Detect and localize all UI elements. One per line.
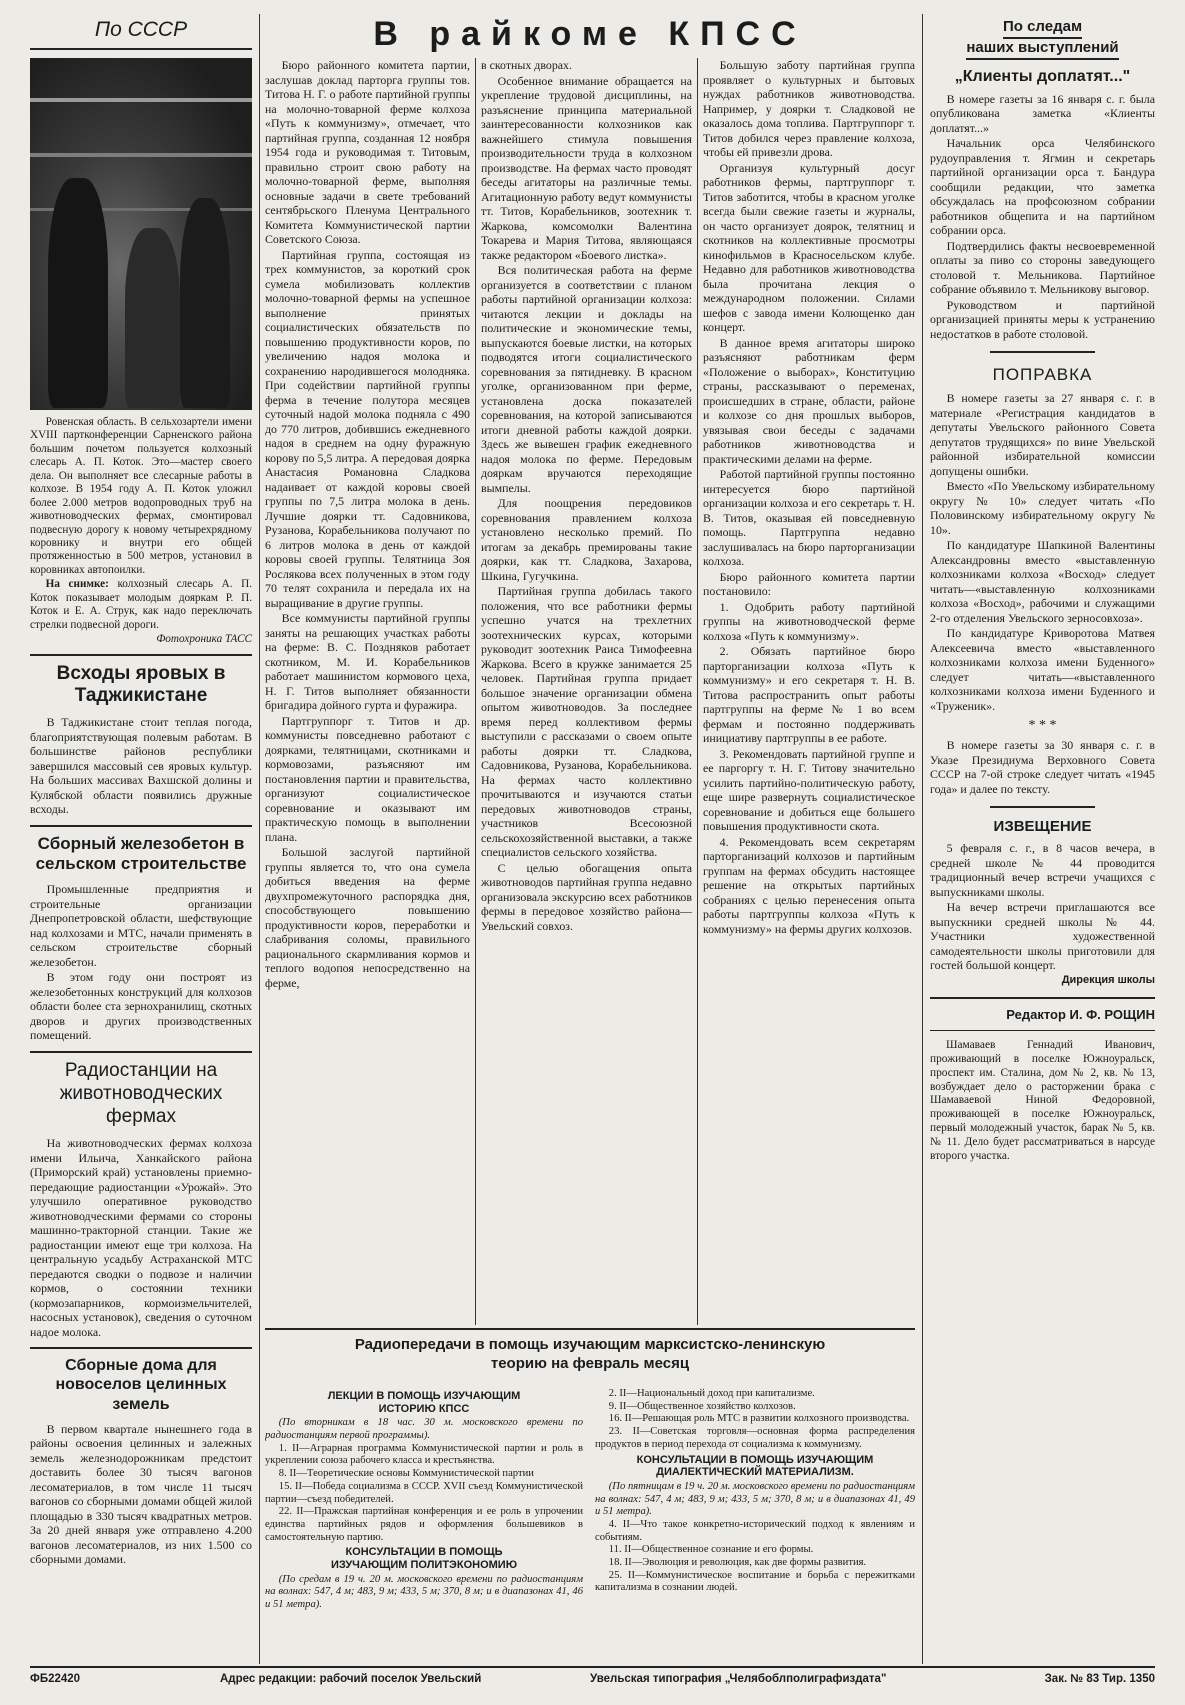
section-title: По СССР [30,14,252,50]
polecon-schedule: (По средам в 19 ч. 20 м. московского времени по радиостанциям на волнах: 547, 4 м; 483, 9 м; 433, 5 м; 370, 8 м; и в диапазонах 41, 46 и 51 метра). [265,1573,583,1610]
photo-caption: Ровенская область. В сельхозартели имени XVIII партконференции Сарненского района большим почетом пользуется колхозный слесарь А. П. Коток. Это—мастер своего дела. Он выполняет все слесарные работы в колхозе. В 1954 году А. П. Коток уложил более 2.000 метров водопроводных труб на животноводческих фермах, смонтировал подвесную дорогу к новому четырехрядному коровнику и внутри его общей протяженностью в 500 метров, установил в коровниках автопоилки. [30,416,252,576]
notice-signature: Дирекция школы [1061,973,1155,986]
news-photo [30,58,252,410]
kicker-line-2: наших выступлений [966,39,1118,60]
party-text: В данное время агитаторы широко разъясняют работникам ферм «Положение о выборах», Конституцию страны, рассказывают о переменах, происшедших в стране, области, районе и колхозе со дня прошлых выборов, увязывая свои беседы с задачами работников животноводства и практическими делами на ферме. [703,335,915,466]
polecon-item: 9. II—Общественное хозяйство колхозов. [608,1400,796,1412]
radio-schedule-block [265,1328,915,1662]
party-text: 1. Одобрить работу партийной группы на животноводческой ферме колхоза «Путь к коммунизму». [703,599,915,643]
diamat-item: 25. II—Коммунистическое воспитание и борьба с пережитками капитализма в сознании людей. [595,1569,915,1594]
lectures-title: ЛЕКЦИИ В ПОМОЩЬ ИЗУЧАЮЩИМ ИСТОРИЮ КПСС [327,1390,521,1415]
party-text: 3. Рекомендовать партийной группе и ее паргоргу т. Н. Г. Титову значительно усилить партийно-политическую работу, еще шире развернуть социалистическое соревнование и добиться еще большего повышения продуктивности скота. [703,746,915,833]
footer-order: Зак. № 83 Тир. 1350 [1044,1673,1155,1685]
party-article-col-2 [481,58,692,1325]
clients-text: Руководством и партийной организацией приняты меры к устранению недостатков в работе столовой. [930,297,1155,341]
photo-credit: Фотохроника ТАСС [156,633,252,645]
party-text: 2. Обязать партийное бюро парторганизации колхоза «Путь к коммунизму» и его секретаря т. Н. В. Титова распространить опыт работы партгруппы на ферме № 1 во всем фермам и постоянно поддерживать инициативу партгруппы в ее работе. [703,644,915,745]
party-text: С целью обогащения опыта животноводов партийная группа недавно организовала экскурсию всех работников фермы в передовое хозяйство района—Увельский совхоз. [481,860,692,933]
party-text: Партийная группа, состоящая из трех коммунистов, за короткий срок сумела мобилизовать коллектив молочно-товарной фермы на успешное выполнение принятых социалистических обязательств по повышению продуктивности коров, по увеличению надоя молока и сохранению народившегося молодняка. При содействии партийной группы ферма в течение полутора месяцев суточный надой молока подняла с 490 до 770 литров, добившись ежедневного надоя в среднем на одну фуражную корову по 5,5 литра. А передовая доярка Анастасия Романовна Сладкова надаивает от каждой коровы своей группы по 7,5 литра молока в день. Лучшие доярки тт. Садовникова, Рузанова, Корабельникова получают по 6 литров молока в день от каждой коровы своей группы. Телятница Зоя Рослякова всех полученных в этом году 70 телят сохранила и передала их на выращивание в другие группы. [265,247,470,610]
column-divider [922,14,923,1664]
polecon-item: 23. II—Советская торговля—основная форма распределения продуктов в период перехода от социализма к коммунизму. [595,1426,915,1450]
diamat-item: 18. II—Эволюция и революция, как две формы развития. [608,1557,867,1569]
polecon-item: 16. II—Решающая роль МТС в развитии колхозного производства. [608,1413,910,1425]
correction-text: По кандидатуре Шапкиной Валентины Александровны вместо «выставленную колхозниками колхоза «Восход» следует читать—«выставленную колхозниками колхоза «Восход», рабочими и служащими 2-го отделения Увельского зерносовхоза». [930,538,1155,625]
footer-address: Адрес редакции: рабочий поселок Увельский [220,1673,482,1685]
party-text: Организуя культурный досуг работников фермы, партгруппорг т. Титов заботится, чтобы в красном уголке всегда были свежие газеты и журналы, он часто организует доярок, телятниц и скотников на коллективные просмотры кинофильмов в Красносельском клубе. Недавно для работников животноводства была прочитана лекция о международном положении. Силами шефов с завода имени Колющенко дан концерт. [703,160,915,334]
article-text-radio: На животноводческих фермах колхоза имени Ильича, Ханкайского района (Приморский край) установлены приемно-передающие радиостанции «Урожай». Это улучшило оперативное руководство животноводческими фермами со стороны машинно-тракторной станции. Такие же радиостанции имеют еще три колхоза. На центральную усадьбу Астраханской МТС передаются сводки о подвозе и наличии кормов, о состоянии техники (кормозапарников, кормоизмельчителей, насосных установок), сведения о суточном надое молока. [30,1136,252,1339]
correction-text: В номере газеты за 27 января с. г. в материале «Регистрация кандидатов в депутаты Увельского районного Совета депутатов трудящихся» по вине Увельской районной избирательной комиссии допущены ошибки. [930,391,1155,478]
clients-text: В номере газеты за 16 января с. г. была опубликована заметка «Клиенты доплатят...» [930,91,1155,135]
notice-title: ИЗВЕЩЕНИЕ [993,818,1092,835]
court-notice: Шамаваев Геннадий Иванович, проживающий в поселке Южноуральск, проспект им. Сталина, дом № 2, кв. № 13, возбуждает дело о расторжении брака с Шамаваевой Ниной Федоровной, проживающей в поселке Южноуральск, первый молодежный участок, барак № 5, кв. № 11. Дело будет рассматриваться в нарсуде второго участка. [930,1038,1155,1163]
radio-col-left [265,1388,583,1662]
article-text-sowing: В Таджикистане стоит теплая погода, благоприятствующая полевым работам. В большинстве районов республики завершился массовый сев яровых культур. На больших массивах Вахшской долины и Кулябской области появились дружные всходы. [30,715,252,817]
lectures-schedule: (По вторникам в 18 час. 30 м. московского времени по радиостанциям первой программы). [265,1417,583,1441]
left-column [30,14,252,1664]
polecon-title: КОНСУЛЬТАЦИИ В ПОМОЩЬ ИЗУЧАЮЩИМ ПОЛИТЭКОНОМИЮ [330,1546,518,1571]
footer [30,1666,1155,1692]
photo-note-text: колхозный слесарь А. П. Коток показывает молодым дояркам Р. П. Коток и Е. А. Струк, как надо переключать стрелки подвесной дороги. [30,578,252,631]
article-text-houses: В первом квартале нынешнего года в районы освоения целинных и залежных земель железнодорожникам предстоит доставить более 30 тысяч вагонов лесоматериалов, в том числе 11 тысяч вагонов со сборными домами общей жилой площадью в 330 тысяч квадратных метров. За 20 дней января уже отправлено 4.200 вагонов лесоматериалов, из них 1.500 со сборными домами. [30,1421,252,1567]
party-text: Работой партийной группы постоянно интересуется бюро партийной организации колхоза и его секретарь т. Н. В. Титов, оказывая ей повседневную помощь. Партгруппа недавно заслушивалась на бюро парторганизации колхоза. [703,467,915,568]
party-text: Партийная группа добилась такого положения, что все работники фермы успешно учатся на трехлетних зоотехнических курсах, которыми руководит зоотехник Раиса Тимофеевна Жаркова. Всего в кружке занимается 25 человек. Партийная группа придает большое значение организации обмена опытом животноводов. За последнее время перед коллективом фермы выступили с рассказами о своем опыте работы доярки тт. Сладкова, Садовникова, Рузанова, Корабельникова. На фермах часто коллективно прочитываются и изучаются статьи передовых животноводов страны, участников Всесоюзной сельскохозяйственной выставки, а также специалистов сельского хозяйства. [481,584,692,859]
column-divider [259,14,260,1664]
main-headline: В райкоме КПСС [373,15,807,53]
kicker [930,18,1155,60]
editor-line: Редактор И. Ф. РОЩИН [1006,1006,1155,1022]
kicker-line-1: По следам [1003,18,1082,39]
party-article-col-1 [265,58,470,1325]
correction-text: Вместо «По Увельскому избирательному округу № 10» следует читать «По Половинскому избирательному округу № 10». [930,479,1155,537]
clients-text: Начальник орса Челябинского рудоуправления т. Ягмин и секретарь партийной организации орса т. Бандура сообщили редакции, что заметка обсуждалась на профсоюзном собрании работников общепита и на партийном собрании орса. [930,136,1155,237]
article-text-concrete-2: В этом году они построят из железобетонных конструкций для колхозов области более ста зернохранилищ, скотных дворов и других производственных помещений. [30,970,252,1043]
correction-text: По кандидатуре Криворотова Матвея Алексеевича вместо «выставленного колхозниками колхоза имени Буденного» следует читать—«выставленного колхозниками колхоза имени Буденного и «Труженик». [930,626,1155,713]
center-headline-block [265,14,915,58]
notice-text: На вечер встречи приглашаются все выпускники средней школы № 44. Участники художественной самодеятельности школы приготовили для гостей большой концерт. [930,900,1155,972]
party-text: Бюро районного комитета партии постановило: [703,569,915,598]
polecon-item: 2. II—Национальный доход при капитализме. [608,1388,815,1399]
party-text: Партгруппорг т. Титов и др. коммунисты повседневно работают с доярками, телятницами, скотниками и кормовозами, разъясняют им постановления партии и правительства, организуют социалистическое соревнование и оказывают им практическую помощь в выполнении плана. [265,713,470,844]
article-title-sowing: Всходы яровых в Таджикистане [56,663,226,707]
footer-code: ФБ22420 [30,1673,81,1685]
diamat-title: КОНСУЛЬТАЦИИ В ПОМОЩЬ ИЗУЧАЮЩИМ ДИАЛЕКТИЧЕСКИЙ МАТЕРИАЛИЗМ. [636,1453,874,1479]
lecture-item: 15. II—Победа социализма в СССР. XVII съезд Коммунистической партии—съезд победителей. [265,1480,583,1505]
lecture-item: 22. II—Пражская партийная конференция и ее роль в упрочении единства партийных рядов и оформления большевиков в самостоятельную партию. [265,1506,583,1543]
lecture-item: 1. II—Аграрная программа Коммунистической партии и роль в укреплении союза рабочего класса и крестьянства. [265,1442,583,1467]
party-text: Для поощрения передовиков соревнования правлением колхоза установлено несколько премий. По итогам за декабрь премированы такие доярки, как тт. Сладкова, Захарова, Шкина, Гугучкина. [481,496,692,583]
radio-col-right [595,1388,915,1662]
column-divider [697,58,698,1325]
right-column [930,18,1155,1664]
party-text: Особенное внимание обращается на укрепление трудовой дисциплины, на разъяснение принципа материальной заинтересованности колхозников как важнейшего стимула повышения производительности труда в колхозном производстве. На фермах часто проводят беседы агитаторы на различные темы. Агитационную работу ведут коммунисты тт. Титов, Корабельников, зоотехник т. Жаркова, комсомолки Валентина Токарева и Мария Титова, являющаяся также редактором «Боевого листка». [481,73,692,262]
correction-title: ПОПРАВКА [992,365,1093,384]
diamat-item: 4. II—Что такое конкретно-исторический подход к явлениям и событиям. [595,1518,915,1543]
notice-text: 5 февраля с. г., в 8 часов вечера, в средней школе № 44 проводится традиционный вечер встречи учащихся с выпускниками школы. [930,841,1155,899]
party-text: Бюро районного комитета партии, заслушав доклад парторга группы тов. Титова Н. Г. о работе партийной группы на молочно-товарной ферме колхоза «Путь к коммунизму», отмечает, что партийная группа, созданная 12 ноября 1954 года и руководимая т. Титовым, правильно строит свою работу на молочно-товарной ферме, выполняя основные задачи в свете требований сентябрьского Пленума Центрального Комитета Коммунистической партии Советского Союза. [265,58,470,246]
correction-text: В номере газеты за 30 января с. г. в Указе Президиума Верховного Совета СССР на 7-ой строке следует читать «1945 года» и далее по тексту. [930,738,1155,796]
radio-title: Радиопередачи в помощь изучающим марксистско-ленинскую теорию на февраль месяц [354,1336,826,1372]
article-title-houses: Сборные дома для новоселов целинных земель [55,1357,227,1413]
party-text: в скотных дворах. [481,58,572,72]
party-text: Все коммунисты партийной группы заняты на решающих участках работы на ферме: В. С. Поздняков работает скотником, М. И. Корабельников работает машинистом кормового цеха, Н. Г. Титов выполняет обязанности бригадира дойного гурта и фуражира. [265,611,470,712]
article-text-concrete-1: Промышленные предприятия и строительные организации Днепропетровской области, шефствующие над колхозами и МТС, начали применять в сельском строительстве сборный железобетон. [30,882,252,969]
column-divider [475,58,476,1325]
photo-note [30,578,252,632]
separator-stars: * * * [1028,718,1057,733]
party-text: Большую заботу партийная группа проявляет о культурных и бытовых нуждах работников животноводства. Например, у доярки т. Сладковой не оказалось дома топлива. Партгруппорг т. Титов добился через правление колхоза, чтобы ей привезли дрова. [703,58,915,159]
lecture-item: 8. II—Теоретические основы Коммунистической партии [278,1468,534,1480]
footer-printer: Увельская типография „Челябоблполиграфиздата" [590,1673,887,1685]
party-text: Вся политическая работа на ферме организуется в соответствии с планом работы партийной организации колхоза: читаются лекции и доклады на политические и экономические темы, выпускаются боевые листки, на которых подводятся итоги социалистического соревнования за пятидневку. В красном уголке, организованном при ферме, установлена доска показателей соревнования, на которой записываются итоги дневной работы каждой доярки. Здесь же вывешен график ежедневного надоя молока по ферме. Передовым дояркам вручаются переходящие вымпелы. [481,263,692,495]
clients-text: Подтвердились факты несвоевременной оплаты за пиво со стороны заведующего столовой т. Мельникова. Партийное собрание объявило т. Мельникову выговор. [930,238,1155,296]
diamat-item: 11. II—Общественное сознание и его формы. [608,1544,814,1556]
party-text: Большой заслугой партийной группы является то, что она сумела добиться введения на ферме двухпромежуточного распорядка дня, способствующего повышению продуктивности коров, переработки и слабривания соломы, правильного рационального скармливания кормов и теплого водопоя непосредственно на ферме, [265,845,470,990]
article-title-clients: „Клиенты доплатят..." [954,67,1131,85]
article-title-concrete: Сборный железобетон в сельском строительстве [35,833,247,874]
article-title-radio: Радиостанции на животноводческих фермах [59,1059,223,1127]
party-text: 4. Рекомендовать всем секретарям парторганизаций колхозов и партийным группам на фермах обсудить настоящее решение на открытых партийных собраниях с целью перенесения опыта работы партгруппы колхоза «Путь к коммунизму» на фермы других колхозов. [703,834,915,936]
diamat-schedule: (По пятницам в 19 ч. 20 м. московского времени по радиостанциям на волнах: 547, 4 м; 483, 9 м; 433, 5 м; 370, 8 м; и в диапазонах 41, 49 и 51 метра). [595,1480,915,1518]
photo-note-label: На снимке: [45,578,109,591]
party-article-col-3 [703,58,915,1325]
